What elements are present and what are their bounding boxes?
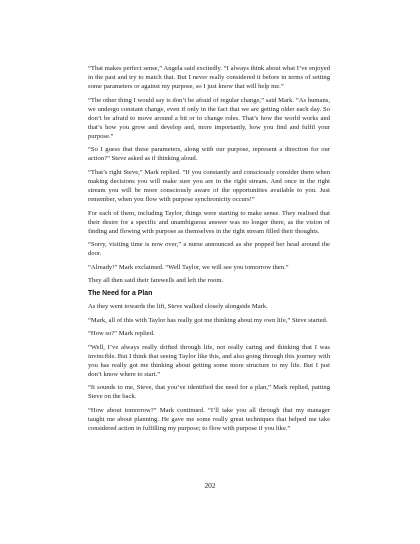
- paragraph: “That’s right Steve,” Mark replied. “If you constantly and consciously consider them when making decisions you will make sure you are in the right stream. And once in the right stream you will be more consciously aware of the opportunities available to you. Just remember, when you flow with purpose synchronicity occurs!”: [88, 168, 330, 204]
- paragraph: “Already!” Mark exclaimed. “Well Taylor, we will see you tomorrow then.”: [88, 263, 289, 271]
- paragraph: “That makes perfect sense,” Angela said excitedly. “I always think about what I’ve enjoyed in the past and try to match that. But I never really considered it before in terms of setting some parameters or against my purpose, so I just know that will help me.”: [88, 65, 330, 91]
- body-text: [88, 64, 330, 437]
- paragraph: “Mark, all of this with Taylor has really got me thinking about my own life,” Steve started.: [88, 316, 328, 324]
- paragraph: “How so?” Mark replied.: [88, 330, 155, 338]
- paragraph: “Well, I’ve always really drifted through life, not really caring and thinking that I was invincible. But I think that seeing Taylor like this, and also going through this journey with you has really got me thinking about getting some more structure to my life. But I just don’t know where to start.”: [88, 343, 330, 378]
- paragraph: “The other thing I would say is don’t be afraid of regular change,” said Mark. “As humans, we undergo constant change, even if only in the fact that we are getting older each day. So don’t be afraid to move around a bit or to change roles. That’s how the world works and that’s how you grow and develop and, more importantly, how you find and fulfil your purpose.”: [88, 96, 330, 140]
- paragraph: “So I guess that these parameters, along with our purpose, represent a direction for our action?” Steve asked as if thinking aloud.: [88, 146, 330, 163]
- paragraph: “Sorry, visiting time is now over,” a nurse announced as she popped her head around the door.: [88, 241, 330, 258]
- paragraph: As they went towards the lift, Steve walked closely alongside Mark.: [88, 303, 268, 311]
- paragraph: “It sounds to me, Steve, that you’ve identified the need for a plan,” Mark replied, patting Steve on the back.: [88, 384, 330, 401]
- paragraph: “How about tomorrow?” Mark continued. “I’ll take you all through that my manager taught me about planning. He gave me some really great techniques that helped me take considered action in fulfilling my purpose; to flow with purpose if you like.”: [88, 406, 330, 432]
- paragraph: They all then said their farewells and left the room.: [88, 276, 224, 284]
- page-number: 202: [204, 481, 216, 490]
- section-heading: The Need for a Plan: [88, 290, 153, 298]
- paragraph: For each of them, including Taylor, things were starting to make sense. They realised that their desire for a specific and unambiguous answer was no longer there, as the vision of finding and flowing with purpose as themselves in the right stream filled their thoughts.: [88, 209, 330, 235]
